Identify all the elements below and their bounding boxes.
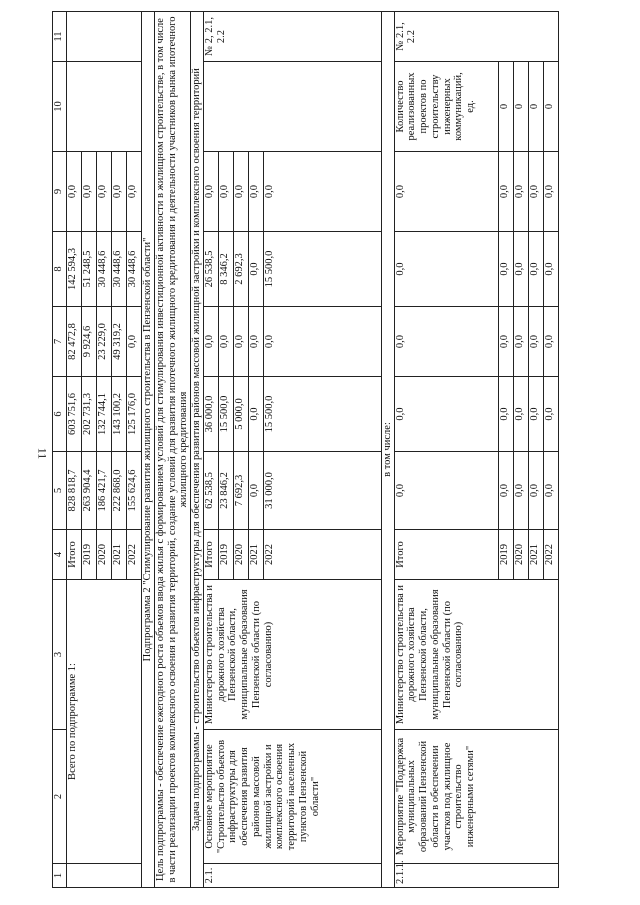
item-2-1-1-name: Мероприятие "Поддержка муниципальных образований Пензенской области в обеспечении участков под жилищное строительство инженерными сетями": [394, 730, 558, 864]
item-2-1-row: 2019 23 846,2 15 500,0 0,0 8 346,2 0,0: [218, 12, 233, 888]
subprogram-task: Задача подпрограммы - строительство объектов инфраструктуры для обеспечения развития районов массовой жилищной застройки и комплексного освоения территорий: [191, 12, 204, 888]
col-num-10: 10: [53, 62, 67, 152]
item-2-1-1-row: 2019 0,0 0,0 0,0 0,0 0,0 0: [498, 12, 513, 888]
item-2-1-1-row: 2020 0,0 0,0 0,0 0,0 0,0 0: [513, 12, 528, 888]
col-num-7: 7: [53, 307, 67, 377]
item-2-1-row: 2021 0,0 0,0 0,0 0,0 0,0: [248, 12, 263, 888]
in-that-number: в том числе:: [381, 12, 394, 888]
total-row: 2020 186 421,7 132 744,1 23 229,0 30 448,6 0,0: [97, 12, 112, 888]
item-2-1-1-indicator: Количество реализованных проектов по строительству инженерных коммуникаций, ед.: [394, 62, 498, 152]
subprogram-goal-row: [154, 12, 190, 888]
rotated-table-container: [52, 12, 612, 888]
col-num-8: 8: [53, 232, 67, 307]
total-row: 2019 263 904,4 202 731,3 9 924,6 51 248,5 0,0: [82, 12, 97, 888]
subprogram-title: Подпрограмма 2 "Стимулирование развития жилищного строительства в Пензенской области": [142, 12, 155, 888]
item-2-1-1-executor: Министерство строительства и дорожного хозяйства Пензенской области, муниципальные образования Пензенской области (по согласованию): [394, 580, 558, 730]
subprogram-title-row: [142, 12, 155, 888]
col-num-11: 11: [53, 12, 67, 62]
program-table: [52, 11, 559, 888]
col-num-1: 1: [53, 864, 67, 888]
item-2-1-row: 2020 7 692,3 5 000,0 0,0 2 692,3 0,0: [233, 12, 248, 888]
total-row: 2022 155 624,6 125 176,0 0,0 30 448,6 0,0: [127, 12, 142, 888]
col-num-9: 9: [53, 152, 67, 232]
subprogram-task-row: [191, 12, 204, 888]
column-number-row: [53, 12, 67, 888]
col-num-2: 2: [53, 730, 67, 864]
total-row: Всего по подпрограмме 1: Итого 828 818,7 603 751,6 82 472,8 142 594,3 0,0: [67, 12, 82, 888]
item-2-1-name: Основное мероприятие "Строительство объектов инфраструктуры для обеспечения развития районов массовой жилищной застройки и комплексного освоения территорий населенных пунктов Пензенской области": [203, 730, 381, 864]
col-num-4: 4: [53, 530, 67, 580]
item-2-1-1-number: 2.1.1.: [394, 864, 558, 888]
item-2-1-number: 2.1.: [203, 864, 381, 888]
col-num-5: 5: [53, 452, 67, 530]
item-2-1-1-ref: № 2.1, 2.2: [394, 12, 558, 62]
page-number: 11: [35, 447, 50, 460]
col-num-3: 3: [53, 580, 67, 730]
item-2-1-1-row: 2022 0,0 0,0 0,0 0,0 0,0 0: [543, 12, 558, 888]
item-2-1-1-row: 2.1.1. Мероприятие "Поддержка муниципальных образований Пензенской области в обеспечении участков под жилищное строительство инженерными сетями" Министерство строительства и дорожного хозяйства Пензенской области, муниципальные образования Пензенской области (по согласованию) Итого 0,0 0,0 0,0 0,0 0,0 Количество реализованных проектов по строительству инженерных коммуникаций, ед. № 2.1, 2.2: [394, 12, 498, 888]
subprogram-goal: Цель подпрограммы - обеспечение ежегодного роста объемов ввода жилья с формированием условий для стимулирования инвестиционной активности в жилищном строительстве, в том числе в части реализации проектов комплексного освоения и развития территорий, создание условий для развития ипотечного жилищного кредитования и деятельности участников рынка ипотечного жилищного кредитования: [154, 12, 190, 888]
item-2-1-1-row: 2021 0,0 0,0 0,0 0,0 0,0 0: [528, 12, 543, 888]
total-label: Всего по подпрограмме 1:: [67, 580, 142, 864]
total-row: 2021 222 868,0 143 100,2 49 319,2 30 448,6 0,0: [112, 12, 127, 888]
item-2-1-row: 2022 31 000,0 15 500,0 0,0 15 500,0 0,0: [263, 12, 381, 888]
item-2-1-row: 2.1. Основное мероприятие "Строительство объектов инфраструктуры для обеспечения развития районов массовой жилищной застройки и комплексного освоения территорий населенных пунктов Пензенской области" Министерство строительства и дорожного хозяйства Пензенской области, муниципальные образования Пензенской области (по согласованию) Итого 62 538,5 36 000,0 0,0 26 538,5 0,0 № 2, 2.1, 2.2: [203, 12, 218, 888]
col-num-6: 6: [53, 377, 67, 452]
item-2-1-ref: № 2, 2.1, 2.2: [203, 12, 381, 62]
in-that-number-row: [381, 12, 394, 888]
item-2-1-executor: Министерство строительства и дорожного хозяйства Пензенской области, муниципальные образования Пензенской области (по согласованию): [203, 580, 381, 730]
